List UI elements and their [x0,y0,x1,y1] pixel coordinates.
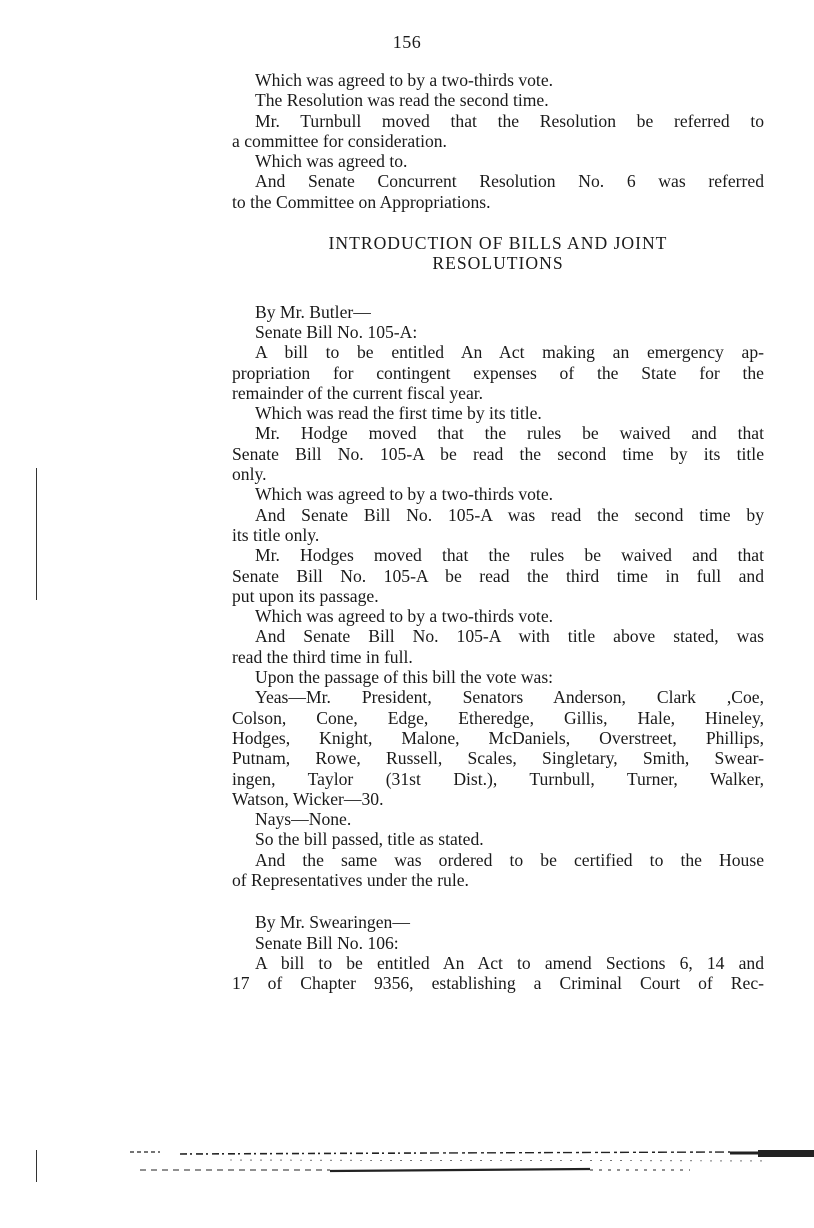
section-heading-line-1: INTRODUCTION OF BILLS AND JOINT [328,233,668,254]
section-heading-line-2: RESOLUTIONS [432,253,564,274]
text-column [232,70,764,993]
text-line: of Representatives under the rule. [232,869,469,890]
margin-mark [36,468,37,600]
vote-yeas: Yeas—Mr. President, Senators Anderson, Clark ,Coe, [255,687,764,708]
text-line: remainder of the current fiscal year. [232,382,484,403]
text-line: Which was agreed to by a two-thirds vote. [255,70,554,90]
text-line: 17 of Chapter 9356, establishing a Criminal Court of Rec- [232,973,764,994]
text-line: Which was agreed to. [255,151,408,172]
text-line: Which was read the first time by its title. [255,403,542,424]
text-line: And Senate Bill No. 105-A with title above stated, was [255,626,764,647]
vote-yeas: ingen, Taylor (31st Dist.), Turnbull, Turner, Walker, [232,768,764,789]
vote-yeas: Colson, Cone, Edge, Etheredge, Gillis, Hale, Hineley, [232,707,764,728]
bill-number: Senate Bill No. 105-A: [255,321,418,342]
text-line: its title only. [232,524,320,545]
text-line: read the third time in full. [232,646,413,667]
vote-nays: Nays—None. [255,809,352,830]
vote-yeas: Watson, Wicker—30. [232,788,384,809]
text-line: to the Committee on Appropriations. [232,191,491,212]
text-line: Which was agreed to by a two-thirds vote. [255,606,554,627]
text-line: A bill to be entitled An Act making an emergency ap- [255,342,764,363]
text-line: A bill to be entitled An Act to amend Sections 6, 14 and [255,952,764,973]
text-line: propriation for contingent expenses of the State for the [232,362,764,383]
text-line: Mr. Turnbull moved that the Resolution be referred to [255,110,764,131]
vote-yeas: Hodges, Knight, Malone, McDaniels, Overstreet, Phillips, [232,727,764,748]
text-line: a committee for consideration. [232,130,447,151]
text-line: And Senate Bill No. 105-A was read the second time by [255,504,764,525]
vote-yeas: Putnam, Rowe, Russell, Scales, Singletary, Smith, Swear- [232,748,764,769]
page-number: 156 [392,32,422,52]
text-line: only. [232,464,267,485]
text-line: Mr. Hodge moved that the rules be waived and that [255,423,764,444]
text-line: Mr. Hodges moved that the rules be waived and that [255,545,764,566]
bill-number: Senate Bill No. 106: [255,932,399,953]
bill-sponsor: By Mr. Swearingen— [255,912,410,933]
bill-sponsor: By Mr. Butler— [255,301,371,322]
margin-mark [36,1150,37,1182]
text-line: Senate Bill No. 105-A be read the second time by its title [232,443,764,464]
text-line: put upon its passage. [232,585,379,606]
text-line: Upon the passage of this bill the vote was: [255,667,554,688]
text-line: Senate Bill No. 105-A be read the third time in full and [232,565,764,586]
text-line: So the bill passed, title as stated. [255,829,484,850]
text-line: And Senate Concurrent Resolution No. 6 was referred [255,171,764,192]
text-line: Which was agreed to by a two-thirds vote. [255,484,554,505]
text-line: And the same was ordered to be certified to the House [255,849,764,870]
text-line: The Resolution was read the second time. [255,90,549,111]
scan-noise [130,1148,814,1178]
